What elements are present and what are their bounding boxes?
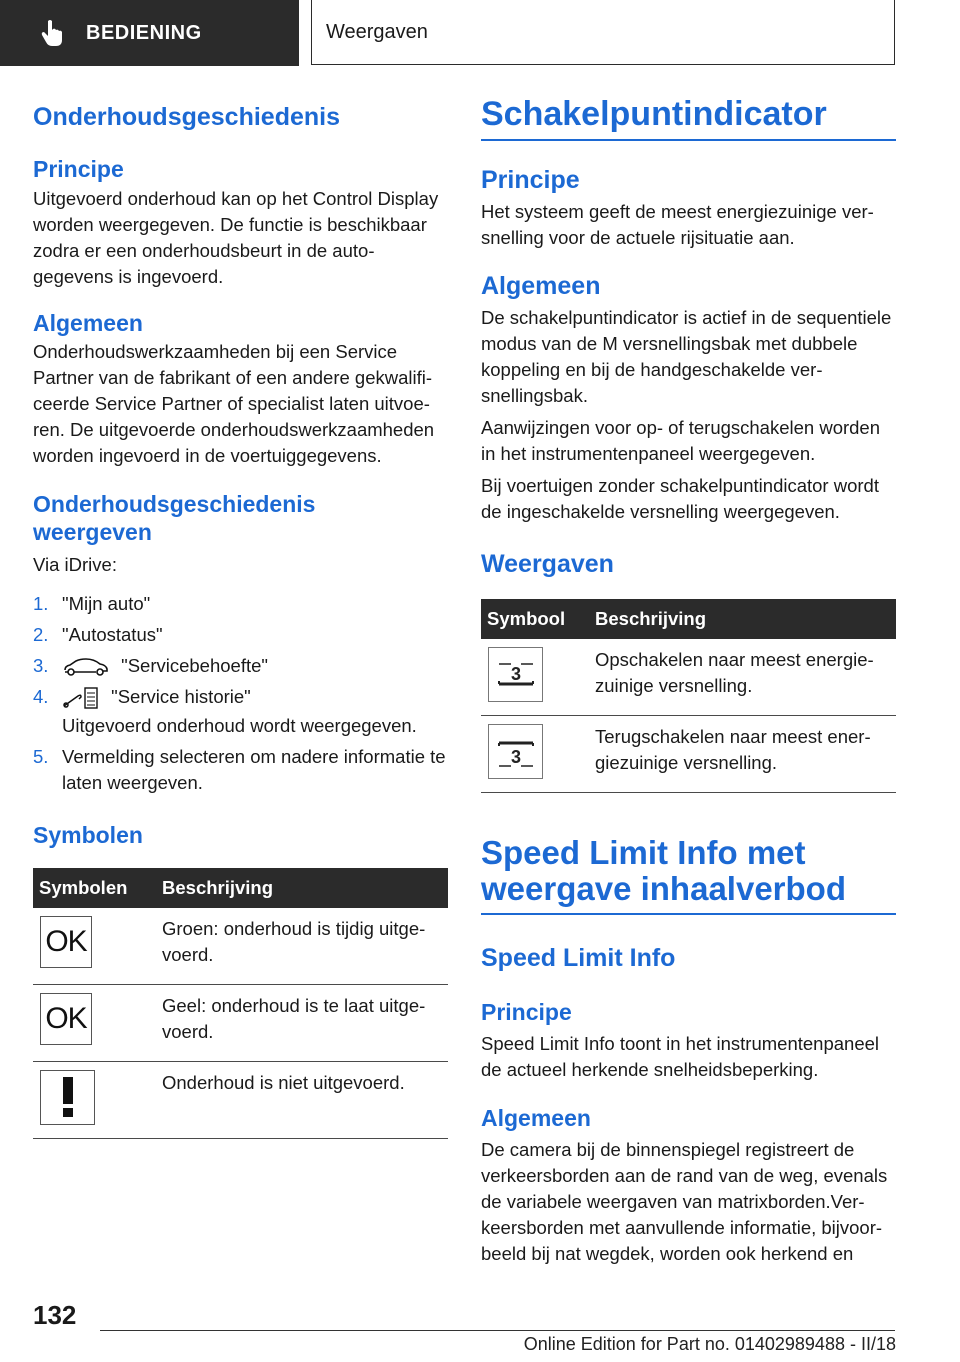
principe-text: Uitgevoerd onderhoud kan op het Control Display worden weergegeven. De functie is beschikbaar zodra er een onderhoudsbeurt in de autogegevens is ingevoerd. [33,187,439,287]
sli-algemeen-text: De camera bij de binnenspiegel registreert de verkeersborden aan de rand van de weg, evenals de variabele weergaven van matrixborden.Verkeersborden met aanvullende informatie, bijvoorbeeld bij nat wegdek, worden ook herkend en [481,1138,888,1264]
table-row [33,908,448,985]
downshift-icon [488,724,543,779]
page-footer [0,1290,960,1362]
left-column [33,96,448,1139]
ok-green-icon: OK [40,916,92,968]
algemeen-text: Aanwijzingen voor op- of terugschakelen worden in het instrumentenpaneel weergegeven. [481,417,881,465]
list-item: 3. "Servicebehoefte" [33,655,268,677]
chapter-tab [311,0,895,65]
service-history-icon [62,686,100,710]
svg-text:3: 3 [510,746,521,767]
sli-heading: Speed Limit Info [481,944,676,973]
principe-text: Het systeem geeft de meest energiezuinige versnelling voor de actuele rijsituatie aan. [481,201,874,249]
section-tab [0,0,299,66]
table-cell: Groen: onderhoud is tijdig uitgevoerd. [156,908,448,985]
table-cell: Opschakelen naar meest energiezuinige versnelling. [589,639,896,716]
algemeen-text: De schakelpuntindicator is actief in de sequentiele modus van de M versnellingsbak met dubbele koppeling en bij de handgeschakelde versnellingsbak. [481,307,892,407]
hand-pointer-icon [40,19,66,47]
algemeen-text: Bij voertuigen zonder schakelpuntindicator wordt de ingeschakelde versnelling weergegeven. [481,475,879,523]
list-item: 4. "Service historie" Uitgevoerd onderhoud wordt weergegeven. [33,686,417,737]
list-item: 2. "Autostatus" [33,624,163,646]
algemeen-text: Onderhoudswerkzaamheden bij een Service Partner van de fabrikant of een andere gekwalificeerde Service Partner of specialist laten uitvoeren. De uitgevoerde onderhoudswerkzaamheden worden ingevoerd in de voertuiggegevens. [33,341,435,467]
table-row [33,984,448,1061]
page-header [0,0,960,66]
gear-table [481,599,896,793]
right-column [481,96,896,1267]
sli-algemeen-heading: Algemeen [481,1104,591,1131]
table-cell: Geel: onderhoud is te laat uitgevoerd. [156,984,448,1061]
section-label: BEDIENING [86,21,202,44]
weergeven-heading: Onderhoudsgeschiedenis weergeven [33,491,316,545]
svg-text:3: 3 [510,663,521,684]
table-row [33,1061,448,1138]
edition-text: Online Edition for Part no. 01402989488 - II/18 [523,1334,896,1354]
table-cell: Onderhoud is niet uitgevoerd. [156,1061,448,1138]
via-idrive-text: Via iDrive: [33,554,117,576]
symbols-table [33,868,448,1139]
sli-principe-text: Speed Limit Info toont in het instrumentenpaneel de actueel herkende snelheidsbeperking. [481,1032,880,1080]
section-title-onderhoud: Onderhoudsgeschiedenis [33,103,341,131]
algemeen-heading: Algemeen [33,309,143,336]
table-header: Symbolen [33,868,156,908]
exclamation-icon [40,1070,95,1125]
table-header: Beschrijving [156,868,448,908]
list-item: 1. "Mijn auto" [33,593,151,615]
ok-yellow-icon: OK [40,993,92,1045]
weergaven-heading: Weergaven [481,550,614,579]
table-header: Beschrijving [589,599,896,639]
table-row [481,639,896,716]
algemeen-heading: Algemeen [481,272,601,301]
schakelpunt-title: Schakelpuntindicator [481,95,827,133]
sli-principe-heading: Principe [481,999,572,1026]
page-number: 132 [33,1300,77,1330]
table-cell: Terugschakelen naar meest energiezuinige versnelling. [589,716,896,793]
car-service-icon [62,657,110,677]
principe-heading: Principe [481,166,580,195]
upshift-icon [488,647,543,702]
speed-limit-title: Speed Limit Info met weergave inhaalverbod [481,834,846,908]
steps-list [33,588,448,796]
chapter-label: Weergaven [326,20,428,43]
list-item: 5. Vermelding selecteren om nadere informatie te laten weergeven. [33,746,446,794]
principe-heading: Principe [33,156,124,182]
symbolen-heading: Symbolen [33,822,143,849]
table-row [481,716,896,793]
table-header: Symbool [481,599,589,639]
footer-divider [100,1330,895,1331]
